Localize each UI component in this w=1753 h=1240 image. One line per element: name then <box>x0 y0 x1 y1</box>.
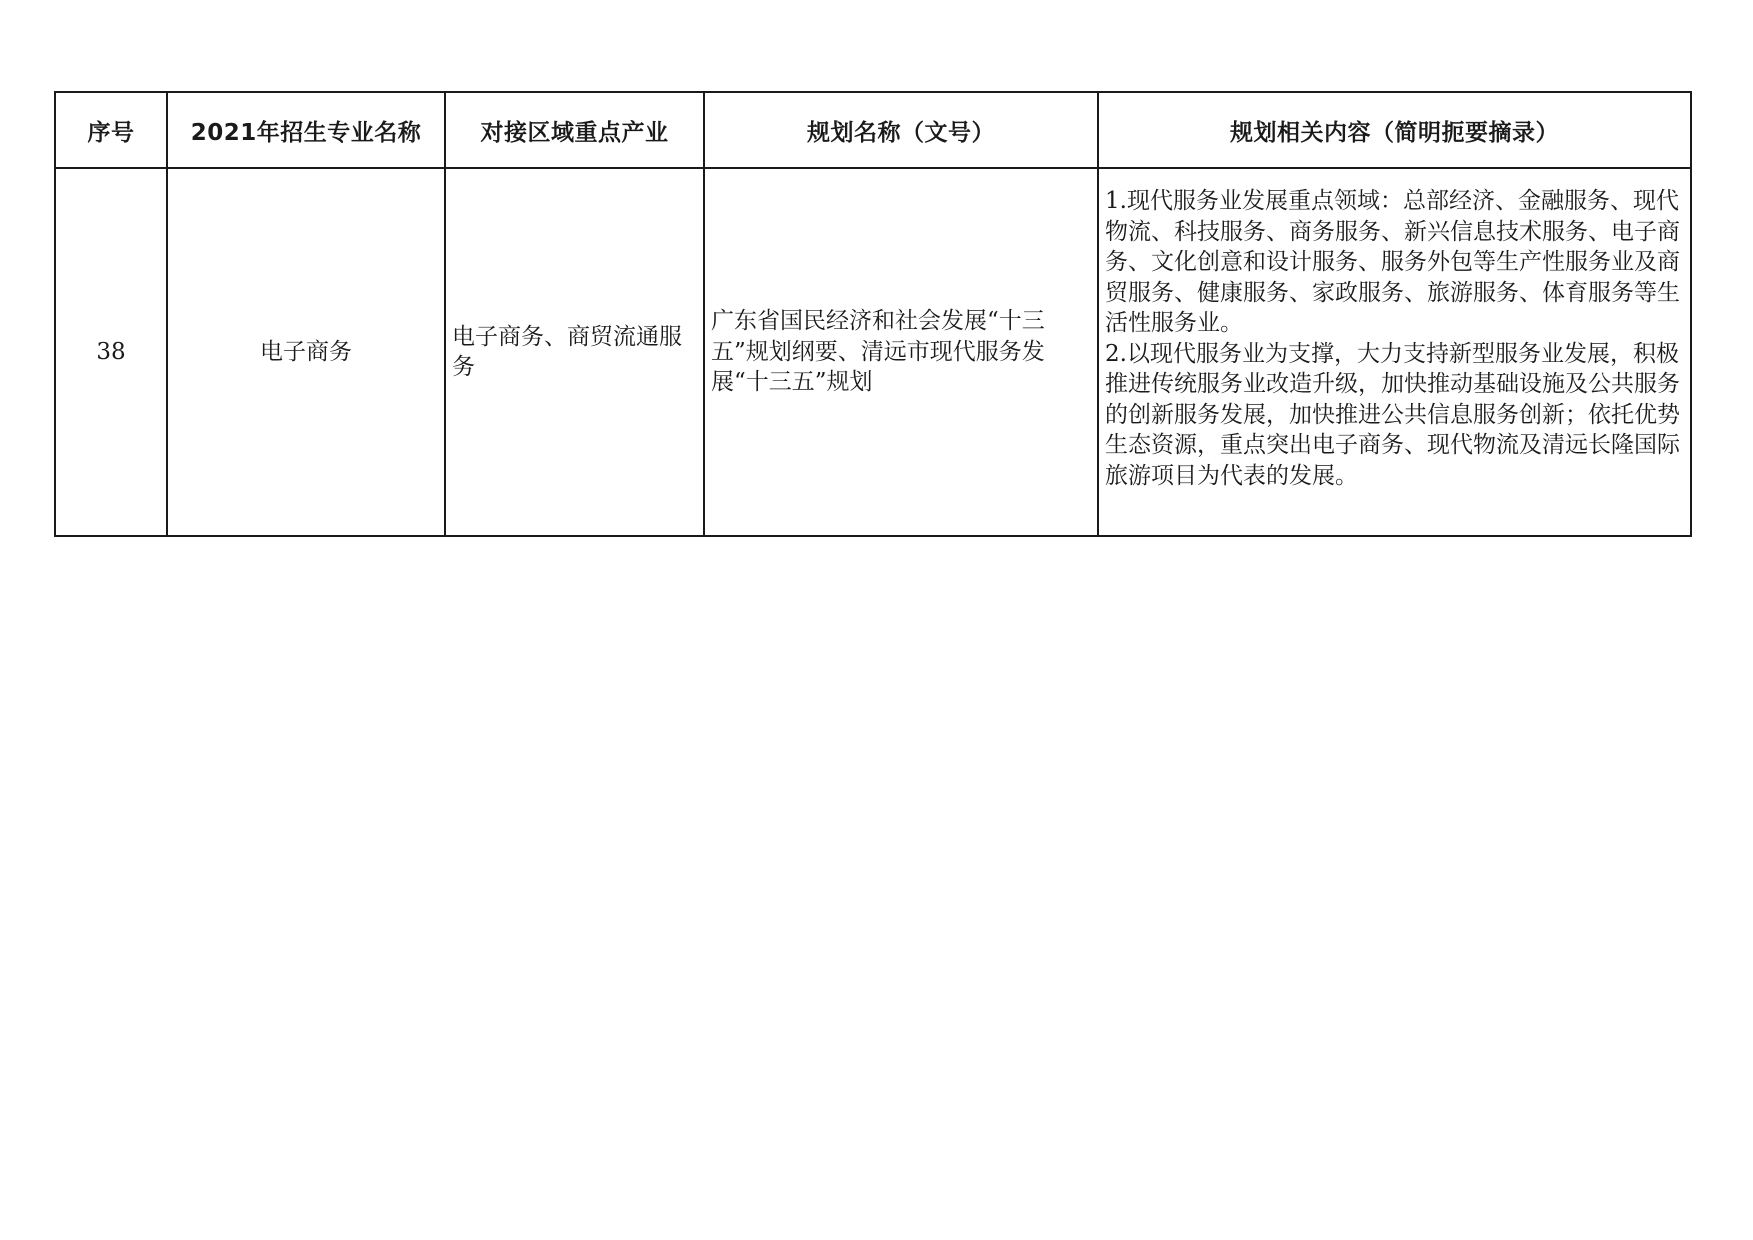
cell-plan-name: 广东省国民经济和社会发展“十三五”规划纲要、清远市现代服务发展“十三五”规划 <box>704 168 1098 536</box>
header-index: 序号 <box>55 92 167 168</box>
header-plan-name: 规划名称（文号） <box>704 92 1098 168</box>
plan-content-item-1: 1.现代服务业发展重点领域：总部经济、金融服务、现代物流、科技服务、商务服务、新兴信息技术服务、电子商务、文化创意和设计服务、服务外包等生产性服务业及商贸服务、健康服务、家政服务、旅游服务、体育服务等生活性服务业。 <box>1105 188 1680 336</box>
header-industry: 对接区域重点产业 <box>445 92 704 168</box>
table-header-row <box>55 92 1691 168</box>
cell-major: 电子商务 <box>167 168 445 536</box>
cell-plan-content <box>1098 168 1691 536</box>
header-major: 2021年招生专业名称 <box>167 92 445 168</box>
cell-industry: 电子商务、商贸流通服务 <box>445 168 704 536</box>
table-row <box>55 168 1691 536</box>
cell-index: 38 <box>55 168 167 536</box>
plan-content-item-2: 2.以现代服务业为支撑，大力支持新型服务业发展，积极推进传统服务业改造升级，加快推动基础设施及公共服务的创新服务发展，加快推进公共信息服务创新；依托优势生态资源，重点突出电子商务、现代物流及清远长隆国际旅游项目为代表的发展。 <box>1105 340 1680 489</box>
header-plan-content: 规划相关内容（简明扼要摘录） <box>1098 92 1691 168</box>
planning-table <box>54 91 1692 537</box>
